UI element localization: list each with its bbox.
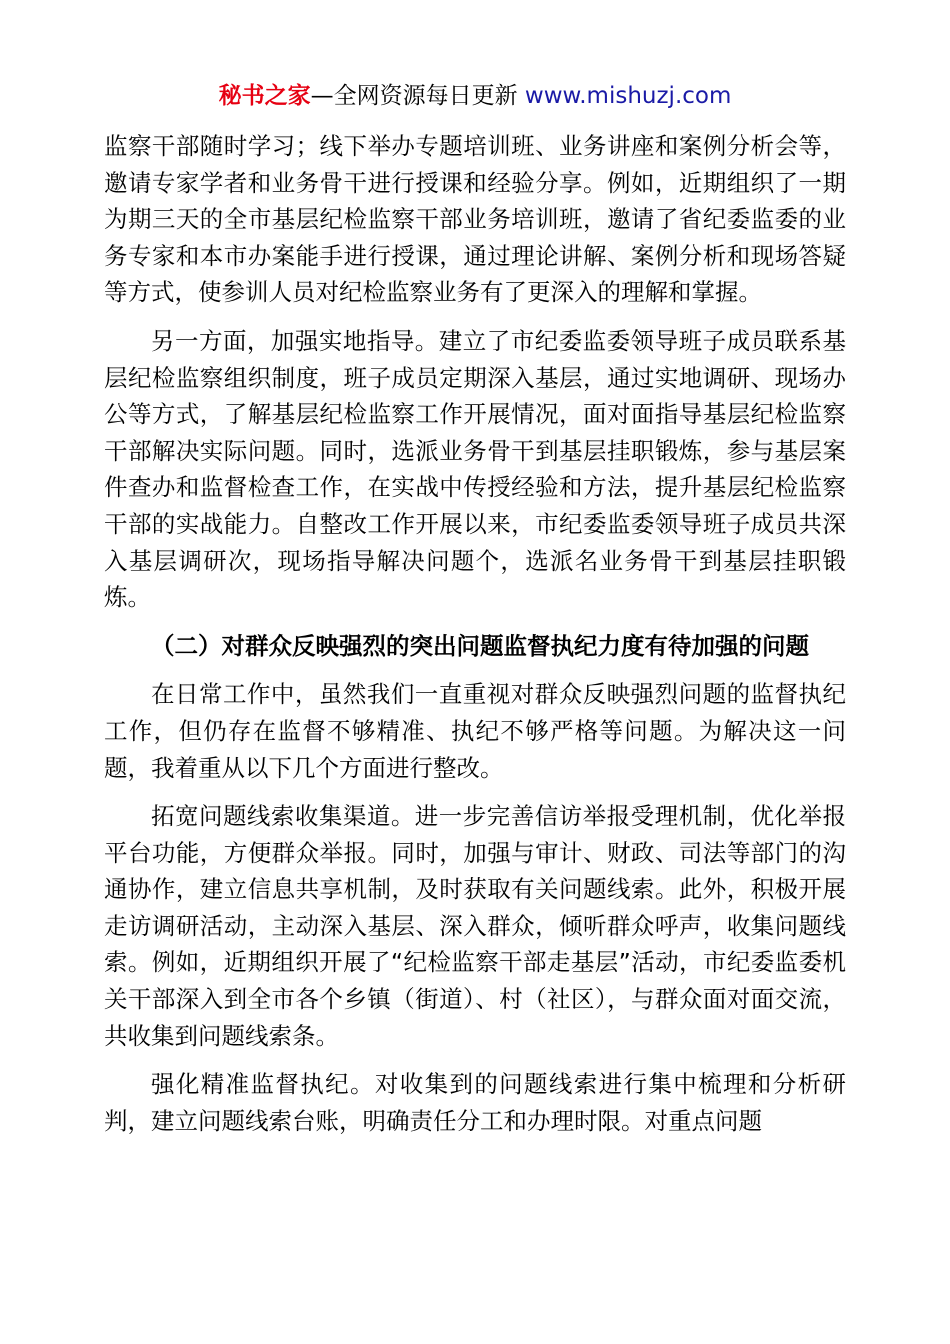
site-url-link[interactable]: www.mishuzj.com (524, 83, 732, 109)
document-body (104, 128, 846, 1139)
section-heading: （二）对群众反映强烈的突出问题监督执纪力度有待加强的问题 (151, 631, 809, 660)
site-banner (0, 80, 950, 112)
brand-name: 秘书之家 (218, 83, 311, 109)
paragraph-field-guidance: 另一方面，加强实地指导。建立了市纪委监委领导班子成员联系基层纪检监察组织制度，班子成员定期深入基层，通过实地调研、现场办公等方式，了解基层纪检监察工作开展情况，面对面指导基层纪检监察干部解决实际问题。同时，选派业务骨干到基层挂职锻炼，参与基层案件查办和监督检查工作，在实战中传授经验和方法，提升基层纪检监察干部的实战能力。自整改工作开展以来，市纪委监委领导班子成员共深入基层调研次，现场指导解决问题个，选派名业务骨干到基层挂职锻炼。 (104, 326, 846, 612)
paragraph-intro: 在日常工作中，虽然我们一直重视对群众反映强烈问题的监督执纪工作，但仍存在监督不够精准、执纪不够严格等问题。为解决这一问题，我着重从以下几个方面进行整改。 (104, 680, 846, 782)
banner-tagline: —全网资源每日更新 (310, 83, 525, 109)
paragraph-precise-supervision: 强化精准监督执纪。对收集到的问题线索进行集中梳理和分析研判，建立问题线索台账，明确责任分工和办理时限。对重点问题 (104, 1070, 846, 1135)
paragraph-clue-channels: 拓宽问题线索收集渠道。进一步完善信访举报受理机制，优化举报平台功能，方便群众举报。同时，加强与审计、财政、司法等部门的沟通协作，建立信息共享机制，及时获取有关问题线索。此外，积极开展走访调研活动，主动深入基层、深入群众，倾听群众呼声，收集问题线索。例如，近期组织开展了“纪检监察干部走基层”活动，市纪委监委机关干部深入到全市各个乡镇（街道）、村（社区），与群众面对面交流，共收集到问题线索条。 (104, 802, 846, 1050)
paragraph-training: 监察干部随时学习；线下举办专题培训班、业务讲座和案例分析会等，邀请专家学者和业务骨干进行授课和经验分享。例如，近期组织了一期为期三天的全市基层纪检监察干部业务培训班，邀请了省纪委监委的业务专家和本市办案能手进行授课，通过理论讲解、案例分析和现场答疑等方式，使参训人员对纪检监察业务有了更深入的理解和掌握。 (104, 132, 846, 307)
